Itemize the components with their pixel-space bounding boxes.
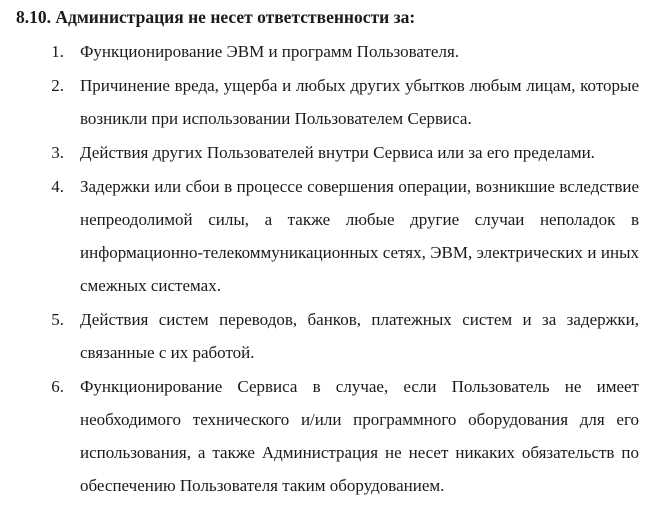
liability-list (16, 35, 639, 502)
list-item (16, 69, 639, 135)
list-item-number: 5. (51, 310, 64, 329)
list-item-number: 3. (51, 143, 64, 162)
list-item-number: 4. (51, 177, 64, 196)
list-item (16, 35, 639, 68)
list-item (16, 170, 639, 302)
list-item-text: Причинение вреда, ущерба и любых других убытков любым лицам, которые возникли при использовании Пользователем Сервиса. (80, 76, 639, 128)
list-item-text: Функционирование ЭВМ и программ Пользователя. (80, 42, 460, 61)
list-item-text: Действия систем переводов, банков, платежных систем и за задержки, связанные с их работой. (80, 310, 639, 362)
list-item-text: Функционирование Сервиса в случае, если Пользователь не имеет необходимого технического и/или программного оборудования для его использования, а также Администрация не несет никаких обязательств по обеспечению Пользователя таким оборудованием. (80, 377, 639, 495)
section-heading: 8.10. Администрация не несет ответственности за: (16, 7, 416, 27)
list-item-number: 2. (51, 76, 64, 95)
list-item-text: Действия других Пользователей внутри Сервиса или за его пределами. (80, 143, 595, 162)
list-item (16, 136, 639, 169)
list-item-number: 1. (51, 42, 64, 61)
list-item-number: 6. (51, 377, 64, 396)
list-item-text: Задержки или сбои в процессе совершения операции, возникшие вследствие непреодолимой силы, а также любые другие случаи неполадок в информационно-телекоммуникационных сетях, ЭВМ, электрических и иных смежных системах. (80, 177, 639, 295)
list-item (16, 370, 639, 502)
list-item (16, 303, 639, 369)
